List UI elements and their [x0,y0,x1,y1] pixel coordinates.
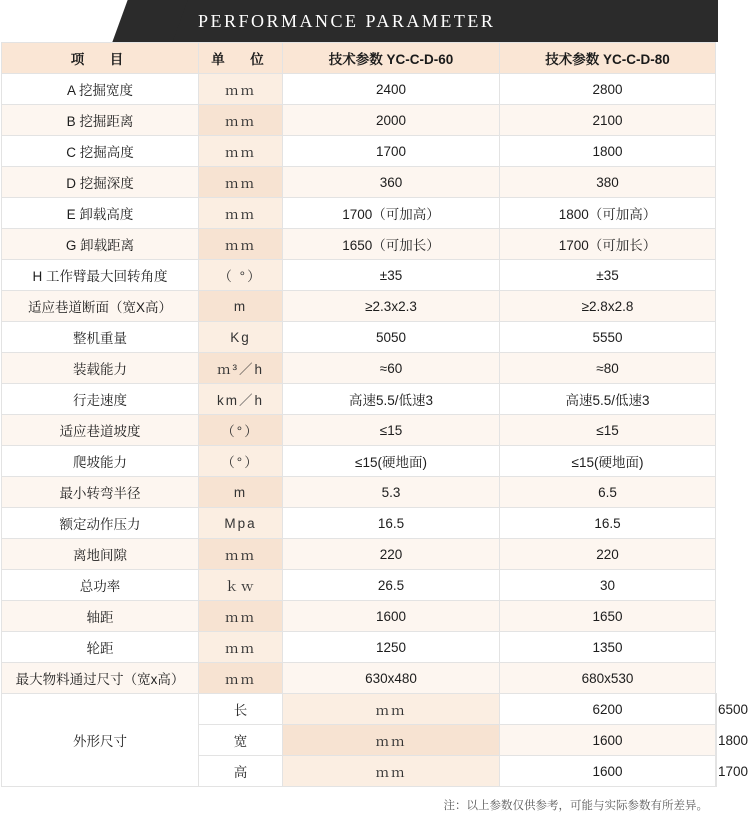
row-unit: ｍｍ [283,694,500,725]
row-value-80: 1800 [500,136,716,167]
row-label: 额定动作压力 [2,508,199,539]
row-value-60: 1700 [283,136,500,167]
row-value-80: 680x530 [500,663,716,694]
row-value-80: 2100 [500,105,716,136]
row-value-60: 6200 [500,694,716,725]
table-row [2,322,717,353]
row-value-80: ≈80 [500,353,716,384]
table-row-dimension-length [2,694,717,725]
row-value-60: 630x480 [283,663,500,694]
row-unit: ｍｍ [199,167,283,198]
row-value-60: 5.3 [283,477,500,508]
row-value-60: 2000 [283,105,500,136]
row-label: D 挖掘深度 [2,167,199,198]
row-value-80: 高速5.5/低速3 [500,384,716,415]
row-label: 适应巷道断面（宽X高） [2,291,199,322]
table-row [2,291,717,322]
row-unit: m [199,291,283,322]
table-row [2,74,717,105]
row-unit: Kg [199,322,283,353]
page-title: PERFORMANCE PARAMETER [198,10,496,31]
row-value-80: ≥2.8x2.8 [500,291,716,322]
row-value-60: 360 [283,167,500,198]
sub-label: 宽 [199,725,283,756]
row-value-80: 220 [500,539,716,570]
column-header-unit: 单 位 [199,43,283,74]
column-header-item: 项 目 [2,43,199,74]
row-label: 爬坡能力 [2,446,199,477]
row-unit: ｍｍ [199,136,283,167]
table-body [2,74,748,787]
row-value-60: 16.5 [283,508,500,539]
row-value-80: ±35 [500,260,716,291]
row-unit: ｍｍ [199,539,283,570]
column-header-model-80: 技术参数 YC-C-D-80 [500,43,716,74]
table-row [2,260,717,291]
row-unit: （°） [199,415,283,446]
column-header-model-60: 技术参数 YC-C-D-60 [283,43,500,74]
row-unit: ｋｗ [199,570,283,601]
row-label: 整机重量 [2,322,199,353]
row-value-60: 220 [283,539,500,570]
performance-parameter-table [1,42,748,787]
row-label: G 卸载距离 [2,229,199,260]
row-value-60: 1700（可加高） [283,198,500,229]
sub-label: 长 [199,694,283,725]
table-row [2,229,717,260]
row-value-60: 1600 [500,725,716,756]
row-label: E 卸载高度 [2,198,199,229]
row-value-80: 6500 [716,694,717,725]
row-value-80: 1800（可加高） [500,198,716,229]
row-unit: ｍｍ [199,74,283,105]
row-value-60: 5050 [283,322,500,353]
header-banner [0,0,718,42]
row-unit: ｍｍ [283,756,500,787]
row-label: 适应巷道坡度 [2,415,199,446]
row-value-80: 6.5 [500,477,716,508]
row-unit: ｍｍ [199,229,283,260]
row-value-80: ≤15 [500,415,716,446]
table-row [2,353,717,384]
row-unit: ｍｍ [199,632,283,663]
table-row [2,601,717,632]
row-value-60: ≤15(硬地面) [283,446,500,477]
row-value-60: ±35 [283,260,500,291]
row-label: C 挖掘高度 [2,136,199,167]
row-label: 最小转弯半径 [2,477,199,508]
row-value-60: 26.5 [283,570,500,601]
group-label-overall-dimensions: 外形尺寸 [2,694,199,787]
row-label: 行走速度 [2,384,199,415]
row-value-80: 1700 [716,756,717,787]
row-unit: ｍｍ [199,198,283,229]
table-row [2,539,717,570]
row-value-60: ≥2.3x2.3 [283,291,500,322]
table-row [2,570,717,601]
row-value-80: 1350 [500,632,716,663]
row-label: 装载能力 [2,353,199,384]
table-header-row [2,43,717,74]
row-label: 离地间隙 [2,539,199,570]
row-label: H 工作臂最大回转角度 [2,260,199,291]
row-value-80: 1650 [500,601,716,632]
table-row [2,167,717,198]
row-label: 总功率 [2,570,199,601]
row-value-80: 1800 [716,725,717,756]
banner-bar [150,0,718,42]
table-row [2,198,717,229]
table-row [2,136,717,167]
row-value-80: 1700（可加长） [500,229,716,260]
row-unit: ｍ³／h [199,353,283,384]
row-value-60: 1250 [283,632,500,663]
row-label: 最大物料通过尺寸（宽x高） [2,663,199,694]
row-value-80: 30 [500,570,716,601]
footnote: 注：以上参数仅供参考，可能与实际参数有所差异。 [443,800,708,812]
row-value-80: 2800 [500,74,716,105]
row-value-60: 2400 [283,74,500,105]
row-label: A 挖掘宽度 [2,74,199,105]
row-value-60: 高速5.5/低速3 [283,384,500,415]
table-row [2,663,717,694]
row-value-60: 1600 [500,756,716,787]
table-header [2,43,717,74]
row-value-80: 5550 [500,322,716,353]
row-value-80: 16.5 [500,508,716,539]
row-unit: m [199,477,283,508]
row-value-60: ≤15 [283,415,500,446]
sub-label: 高 [199,756,283,787]
row-unit: ｍｍ [199,663,283,694]
row-unit: ｍｍ [199,601,283,632]
row-unit: （ °） [199,260,283,291]
table-row [2,415,717,446]
table-row [2,508,717,539]
row-value-60: 1600 [283,601,500,632]
table-row [2,105,717,136]
row-unit: ｍｍ [199,105,283,136]
table-row [2,632,717,663]
row-unit: （°） [199,446,283,477]
row-value-60: 1650（可加长） [283,229,500,260]
row-value-60: ≈60 [283,353,500,384]
row-label: B 挖掘距离 [2,105,199,136]
row-value-80: ≤15(硬地面) [500,446,716,477]
row-unit: km／h [199,384,283,415]
row-label: 轮距 [2,632,199,663]
table-row [2,384,717,415]
table-row [2,477,717,508]
table-row [2,446,717,477]
row-label: 轴距 [2,601,199,632]
row-value-80: 380 [500,167,716,198]
row-unit: ｍｍ [283,725,500,756]
row-unit: Mpa [199,508,283,539]
